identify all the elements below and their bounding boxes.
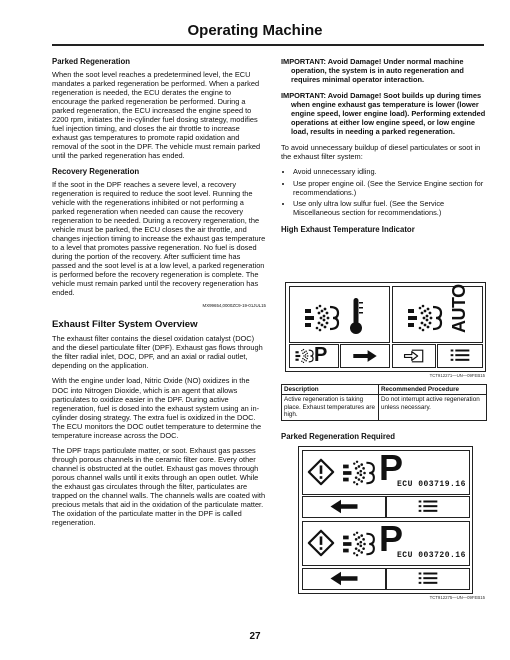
soot-filter-icon (294, 348, 314, 364)
soot-filter-icon (341, 459, 375, 487)
table-cell-description: Active regeneration is taking place. Exhaust temperatures are high. (282, 395, 379, 420)
high-exhaust-temp-figure (285, 282, 486, 372)
high-exhaust-temp-heading: High Exhaust Temperature Indicator (281, 224, 415, 234)
parked-regeneration-text: When the soot level reaches a predetermined level, the ECU mandates a parked regeneration be performed. When a parked regeneration is needed, the ECU derates the engine to encourage the parked regeneration be performed. During a parked regeneration, the ECU increased the engine speed to 2200 rpm, initiates the in-cylinder fuel dosing strategy, modifies fuel injection timing, and closes the air throttle to increase exhaust gas temperatures to promote rapid oxidation and removal of the soot in the DPF. The vehicle must remain parked until the parked regeneration has ended. (52, 70, 261, 161)
figure-2-ref: TCT912275—UN—09FEB15 (429, 595, 485, 600)
auto-label: AUTO (449, 284, 469, 333)
figure-1-ref: TCT912271—UN—09FEB15 (429, 373, 485, 378)
menu-button[interactable] (386, 568, 470, 590)
list-item: • Avoid unnecessary idling. (293, 167, 487, 176)
parked-regen-required-heading: Parked Regeneration Required (281, 432, 395, 441)
arrow-left-button[interactable] (302, 568, 386, 590)
list-item: • Use only ultra low sulfur fuel. (See the Service Miscellaneous section for recommendations.) (293, 199, 487, 217)
overview-paragraph-3: The DPF traps particulate matter, or soot. Exhaust gas passes through porous channels in the ceramic filter core. Every other channel is obstructed at the outlet. Exhaust gas moves through porous channel walls until it exits through an open outlet. While the exhaust gas circulates through the filter, particulates are trapped on the channel walls. The channels walls are coated with precious metals that aid in the oxidation of the particulate matter. The oxidation of the particulate matter in the DPF is called regeneration. (52, 445, 266, 528)
arrow-left-icon (329, 571, 359, 586)
ecu-code-1: ECU 003719.16 (397, 480, 466, 489)
menu-icon (418, 571, 438, 586)
procedure-table (281, 384, 487, 421)
parked-regeneration-heading: Parked Regeneration (52, 57, 130, 66)
important-note-1: IMPORTANT: Avoid Damage! Under normal machine operation, the system is in auto regeneration and requires minimal operator interaction. (281, 57, 464, 85)
ecu-code-2: ECU 003720.16 (397, 551, 466, 560)
parking-p-icon: P (314, 344, 328, 366)
right-column (281, 57, 487, 238)
arrow-right-button[interactable] (340, 344, 390, 368)
menu-button[interactable] (437, 344, 483, 368)
page-number: 27 (249, 631, 261, 642)
important-note-2: IMPORTANT: Avoid Damage! Soot builds up during times when engine exhaust gas temperature is lower (lower engine speed, lower engine load). Performing extended operations at either low engine speed, or low engine load, results in needing a parked regeneration. (281, 91, 486, 137)
parked-regen-figure (298, 446, 473, 594)
parking-p-icon: P (379, 447, 404, 488)
soot-filter-icon (405, 303, 443, 333)
recovery-regeneration-text: If the soot in the DPF reaches a severe level, a recovery regeneration is required to reduce the soot level. Running the vehicle with the regenerations inhibited or not performing a parked regeneration when needed can cause the recovery regeneration to be needed. During a recovery regeneration, the vehicle must be parked, the ECU closes the air throttle, and changes injection timing to increase the exhaust gas temperature to a level that promotes passive regeneration. No fuel is dosed during the portion of the recovery. After sufficient time has passed and the soot level is at a low level, a parked regeneration is performed before the recovery regeneration is complete. The vehicle must remain parked until the recovery regeneration has ended. (52, 179, 266, 298)
title-rule (52, 44, 484, 46)
soot-filter-icon (341, 530, 375, 558)
soot-avoid-list (281, 167, 487, 216)
thermometer-icon (348, 296, 364, 336)
recovery-reference-code: MX99654,0000ZC9-19-01JUL15 (202, 303, 266, 309)
menu-icon (418, 499, 438, 514)
parking-p-icon: P (379, 518, 404, 559)
exhaust-filter-overview-heading: Exhaust Filter System Overview (52, 319, 198, 331)
overview-paragraph-2: With the engine under load, Nitric Oxide (NO) oxidizes in the DOC into Nitrogen Dioxide, which is an agent that allows particulates to oxidize easier in the DPF. During active regeneration, fuel is dosed into the exhaust system using an in-cylinder dosing strategy. The extra fuel is oxidized in the DOC. The ECU monitors the DOC outlet temperature to determine the temperature increase across the DOC. (52, 376, 262, 440)
soot-filter-icon (302, 303, 340, 333)
overview-paragraph-1: The exhaust filter contains the diesel oxidation catalyst (DOC) and the diesel particulate filter (DPF). Exhaust gas flows through the filter radial inlet, DOC, DPF, and an axial or radial outlet, depending on the application. (52, 334, 263, 371)
arrow-into-box-button[interactable] (392, 344, 436, 368)
temp-indicator-screen (289, 286, 390, 343)
parked-regen-screen-1 (302, 447, 470, 495)
table-row (282, 395, 487, 420)
arrow-left-icon (329, 499, 359, 514)
page-title: Operating Machine (187, 22, 323, 39)
soot-avoid-intro: To avoid unnecessary buildup of diesel particulates or soot in the exhaust filter system: (281, 143, 481, 162)
table-cell-procedure: Do not interrupt active regeneration unless necessary. (379, 395, 487, 420)
table-header-description: Description (282, 385, 379, 395)
recovery-regeneration-heading: Recovery Regeneration (52, 166, 140, 176)
list-item: • Use proper engine oil. (See the Service Engine section for recommendations.) (293, 179, 487, 197)
warning-icon (307, 529, 335, 557)
arrow-into-box-icon (403, 348, 425, 364)
parked-regen-screen-2 (302, 518, 470, 566)
warning-icon (307, 458, 335, 486)
table-header-procedure: Recommended Procedure (379, 385, 487, 395)
arrow-left-button[interactable] (302, 496, 386, 518)
auto-regen-screen (392, 286, 483, 343)
menu-button[interactable] (386, 496, 470, 518)
menu-icon (450, 348, 470, 363)
parking-cell (289, 344, 339, 368)
arrow-right-icon (352, 349, 378, 363)
left-column (52, 57, 266, 533)
